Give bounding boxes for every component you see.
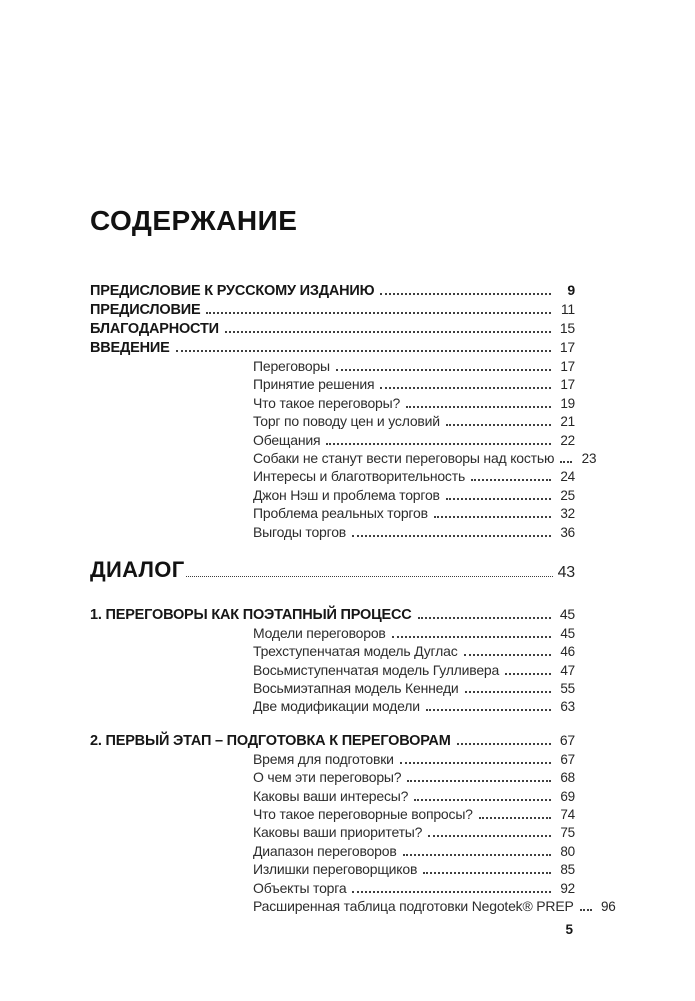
toc-entry-page: 74	[560, 807, 575, 823]
toc-entry	[90, 282, 575, 301]
toc-entry-label: Интересы и благотворительность	[253, 468, 466, 485]
toc-entry-page: 80	[560, 843, 575, 859]
toc-entry-page: 19	[560, 395, 575, 411]
toc-entry-label: Две модификации модели	[253, 698, 420, 715]
toc-entry	[90, 413, 575, 431]
toc-entry-label: Проблема реальных торгов	[253, 505, 428, 522]
toc-list	[90, 282, 616, 916]
toc-entry-page: 67	[559, 731, 575, 748]
toc-entry-page: 21	[560, 414, 575, 430]
toc-entry-page: 68	[560, 770, 575, 786]
dot-leader	[407, 780, 551, 782]
toc-entry-label: ДИАЛОГ	[90, 556, 185, 582]
toc-entry-page: 63	[560, 699, 575, 715]
toc-entry-label: ПРЕДИСЛОВИЕ К РУССКОМУ ИЗДАНИЮ	[90, 283, 375, 299]
toc-entry-page: 9	[567, 282, 575, 298]
dot-leader	[176, 350, 551, 352]
toc-entry-page: 92	[560, 880, 575, 896]
toc-entry-label: Модели переговоров	[253, 624, 386, 641]
dot-leader	[479, 817, 551, 819]
dot-leader	[465, 691, 551, 693]
toc-entry-page: 15	[559, 320, 575, 336]
toc-entry-page: 45	[560, 625, 575, 641]
dot-leader	[457, 743, 551, 745]
toc-entry-page: 67	[560, 751, 575, 767]
toc-entry	[90, 487, 575, 505]
toc-entry-page: 69	[560, 788, 575, 804]
toc-entry	[90, 606, 575, 625]
dot-leader	[336, 369, 551, 371]
dot-leader	[560, 461, 572, 463]
toc-entry	[90, 449, 597, 468]
dot-leader	[426, 709, 551, 711]
toc-entry	[90, 662, 575, 680]
toc-entry	[90, 625, 575, 643]
toc-entry	[90, 861, 575, 879]
toc-entry	[90, 824, 575, 842]
toc-entry-label: ПРЕДИСЛОВИЕ	[90, 302, 201, 318]
dot-leader	[423, 872, 551, 874]
toc-entry-label: Джон Нэш и проблема торгов	[253, 486, 440, 503]
toc-entry-page: 11	[560, 301, 575, 317]
toc-entry-label: Что такое переговоры?	[253, 394, 401, 411]
toc-entry-page: 17	[559, 339, 575, 355]
dot-leader	[326, 443, 551, 445]
toc-entry-label: Каковы ваши интересы?	[253, 787, 409, 804]
dot-leader	[418, 617, 551, 619]
toc-entry	[90, 557, 575, 587]
dot-leader	[414, 799, 551, 801]
toc-entry-page: 24	[560, 469, 575, 485]
toc-entry	[90, 880, 575, 898]
toc-entry	[90, 358, 575, 376]
toc-entry	[90, 395, 575, 413]
toc-entry	[90, 843, 575, 861]
toc-entry-page: 36	[560, 524, 575, 540]
dot-leader	[352, 535, 551, 537]
toc-entry	[90, 432, 575, 450]
toc-entry-label: Принятие решения	[253, 376, 375, 393]
dot-leader	[403, 854, 551, 856]
dot-leader	[446, 498, 551, 500]
toc-entry-label: Торг по поводу цен и условий	[253, 413, 440, 430]
toc-entry-page: 46	[560, 644, 575, 660]
toc-entry-page: 96	[601, 898, 616, 914]
dot-leader	[406, 406, 551, 408]
dot-leader	[471, 479, 551, 481]
toc-entry	[90, 698, 575, 716]
toc-entry-label: 2. ПЕРВЫЙ ЭТАП – ПОДГОТОВКА К ПЕРЕГОВОРАМ	[90, 732, 451, 749]
toc-entry-page: 17	[560, 377, 575, 393]
toc-entry-label: БЛАГОДАРНОСТИ	[90, 321, 219, 337]
toc-entry-page: 45	[559, 605, 575, 622]
toc-entry	[90, 897, 616, 916]
dot-leader	[400, 762, 551, 764]
toc-entry	[90, 468, 575, 486]
toc-entry-label: Излишки переговорщиков	[253, 861, 418, 878]
dot-leader	[225, 331, 551, 333]
toc-entry-label: Диапазон переговоров	[253, 842, 397, 859]
toc-entry	[90, 732, 575, 751]
dot-leader	[580, 909, 592, 911]
toc-entry	[90, 505, 575, 523]
dot-leader	[505, 673, 551, 675]
toc-entry-page: 25	[560, 487, 575, 503]
toc-entry-page: 22	[560, 432, 575, 448]
toc-entry	[90, 301, 575, 320]
toc-entry-page: 32	[560, 506, 575, 522]
toc-entry-label: Обещания	[253, 431, 321, 448]
toc-entry-page: 47	[560, 662, 575, 678]
toc-entry-label: Трехступенчатая модель Дуглас	[253, 643, 458, 660]
toc-entry	[90, 769, 575, 787]
dot-leader	[352, 891, 551, 893]
dot-leader	[380, 293, 551, 295]
dot-leader	[434, 516, 551, 518]
toc-entry-page: 17	[560, 359, 575, 374]
toc-entry-label: Собаки не станут вести переговоры над костью	[253, 449, 555, 466]
toc-entry-page: 43	[557, 563, 575, 581]
toc-entry-page: 23	[581, 450, 597, 466]
toc-entry	[90, 806, 575, 824]
toc-entry-label: Восьмиэтапная модель Кеннеди	[253, 680, 459, 697]
toc-entry-page: 85	[560, 862, 575, 878]
page-number: 5	[565, 922, 573, 938]
toc-entry-label: Восьмиступенчатая модель Гулливера	[253, 661, 500, 678]
toc-entry-label: Переговоры	[253, 358, 330, 374]
toc-entry	[90, 643, 575, 661]
toc-entry-label: Объекты торга	[253, 879, 347, 896]
toc-entry	[90, 680, 575, 698]
toc-entry-label: О чем эти переговоры?	[253, 769, 402, 786]
toc-entry-label: 1. ПЕРЕГОВОРЫ КАК ПОЭТАПНЫЙ ПРОЦЕСС	[90, 606, 412, 623]
toc-entry-label: Расширенная таблица подготовки Negotek® PREP	[253, 897, 574, 914]
dot-leader	[464, 654, 551, 656]
dot-leader	[446, 424, 551, 426]
toc-entry-page: 75	[560, 825, 575, 841]
toc-entry	[90, 788, 575, 806]
page-title: СОДЕРЖАНИЕ	[90, 205, 298, 236]
toc-entry-label: ВВЕДЕНИЕ	[90, 340, 170, 356]
toc-entry	[90, 320, 575, 339]
toc-entry	[90, 339, 575, 358]
toc-entry	[90, 751, 575, 769]
toc-entry-label: Каковы ваши приоритеты?	[253, 824, 423, 841]
dot-leader	[380, 387, 551, 389]
toc-entry-label: Выгоды торгов	[253, 523, 347, 540]
dot-leader	[392, 636, 551, 638]
toc-entry-label: Время для подготовки	[253, 750, 394, 767]
toc-entry	[90, 376, 575, 394]
toc-entry-label: Что такое переговорные вопросы?	[253, 806, 473, 823]
dot-leader	[428, 835, 551, 837]
toc-entry-page: 55	[560, 681, 575, 697]
dot-leader	[206, 312, 551, 314]
toc-entry	[90, 524, 575, 542]
dot-leader	[186, 576, 553, 577]
